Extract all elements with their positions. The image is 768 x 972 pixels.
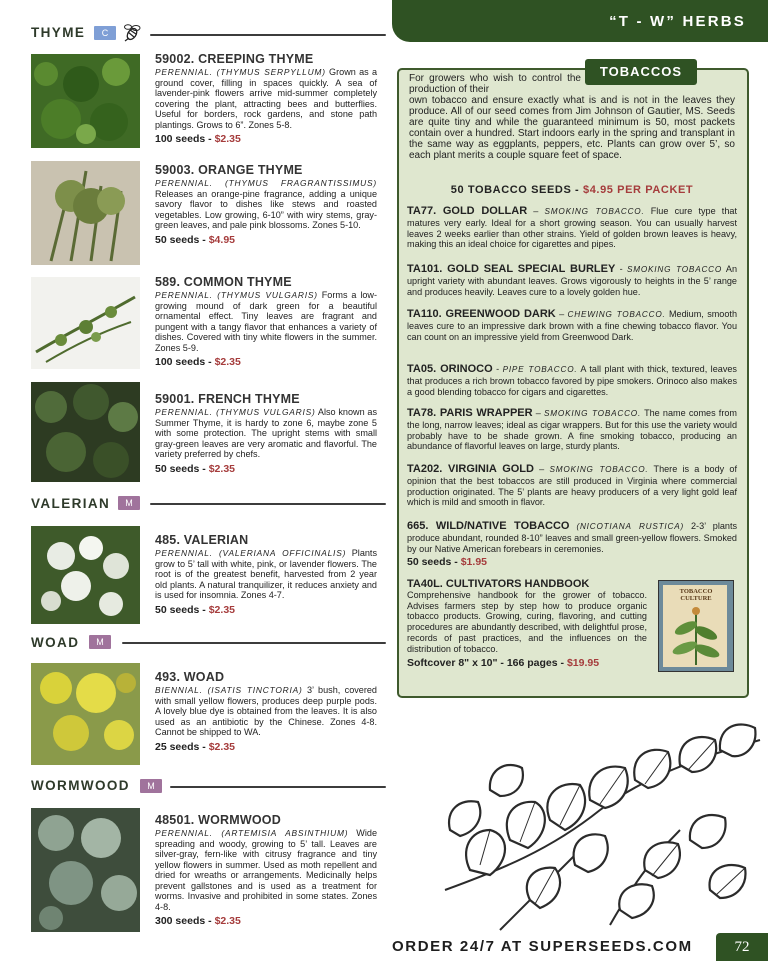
seed-quantity: 100 seeds [155,133,206,145]
plant-description: Wide spreading and woody, growing to 5’ tall. Leaves are silver-gray, fern-like with citrusy fragrance and tiny yellow flowers in summer. Used as moth repellent and dried for wreaths or arrangements. Medicinally helps prevent gallstones and is used as a treatment for worms. Invasive and prohibited in some states. Zones 4-8. [155,828,377,912]
plant-wormwood: 48501. WORMWOOD PERENNIAL. (ARTEMISIA ABSINTHIUM) Wide spreading and woody, growing to 5’ tall. Leaves are silver-gray, fern-like with citrusy fragrance and tiny yellow flowers in summer. Used as moth repellent and dried for wreaths or arrangements. Medicinally helps prevent gallstones and is used as a treatment for worms. Invasive and prohibited in some states. Zones 4-8. 300 seeds - $2.35 [155,813,377,927]
price: $2.35 [214,356,241,368]
plant-description: Grown as a ground cover, filling in spaces quickly. A sea of lavender-pink flowers arrive mid-summer completely covering the plant, attracting bees and butterflies. Useful for borders, rock gardens, and stone path plantings. Grows to 6”. Zones 5-8. [155,67,378,130]
book-cover [658,580,734,672]
tobacco-item: TA77. GOLD DOLLAR – SMOKING TOBACCO. Flue cure type that matures very early. Ideal for a short growing season. You can usually harvest leaves 2 weeks earlier than other strains. Yield of golden brown leaves is heavy, making this an ideal choice for cigarettes and pipes. [407,205,737,250]
culinary-badge: C [94,26,116,40]
section-valerian-label: VALERIAN [31,496,111,511]
tobacco-type: SMOKING TOBACCO [626,265,723,274]
tobacco-item: TA202. VIRGINIA GOLD – SMOKING TOBACCO. There is a body of opinion that the best tobaccos are still produced in Virginia where commercial production originated. The 5’ plants are heavy producers of a very light gold leaf which is mild and smooth in flavor. [407,463,737,508]
common-thyme-photo [31,277,140,369]
plant-description: Plants grow to 5’ tall with white, pink, or lavender flowers. The root is of the greatest benefit, harvested from 2 year old plants. A natural tranquilizer, it reduces anxiety and is used for insomnia. Zones 4-7. [155,548,378,600]
price: $1.95 [460,556,487,569]
plant-orange-thyme: 59003. ORANGE THYME PERENNIAL. (THYMUS FRAGRANTISSIMUS) Releases an orange-pine fragrance, adding a unique savory flavor to dishes like stews and roasted vegetables. Low growing, 6-10” with wiry stems, gray-green leaves, and pale pink blossoms. Zones 5-10. 50 seeds - $4.95 [155,163,377,246]
cultivators-handbook: TA40L. CULTIVATORS HANDBOOK Comprehensive handbook for the grower of tobacco. Advises farmers step by step how to produce organic tobacco products. Growing, curing, flavoring, and cutting procedures are abundantly described, with delightful prose, records of past practices, and the influences on the distribution of tobacco. Softcover 8" x 10" - 166 pages - $19.95 [407,578,647,669]
section-woad-label: WOAD [31,635,80,650]
plant-valerian: 485. VALERIAN PERENNIAL. (VALERIANA OFFICINALIS) Plants grow to 5’ tall with white, pink, or lavender flowers. The root is of the greatest benefit, harvested from 2 year old plants. A natural tranquilizer, it reduces anxiety and is used for insomnia. Zones 4-7. 50 seeds - $2.35 [155,533,378,616]
tobacco-title: TA110. GREENWOOD DARK [407,308,556,320]
tobacco-description: Medium, smooth leaves cure to an impressive dark brown with a fine chewing tobacco flavor. You can count on an impressive yield from Greenwood Dark. [407,309,738,342]
intro-lead: For growers who wish to control the production of their [409,73,581,95]
woad-photo [31,663,140,765]
seed-quantity: 100 seeds [155,356,206,368]
plant-description: Also known as Summer Thyme, it is hardy to zone 6, maybe zone 5 with some protection. The upright stems with small gray-green leaves are very aromatic and flavorful. The variety preferred by chefs. [155,407,377,459]
latin-name: BIENNIAL. (ISATIS TINCTORIA) [155,685,303,695]
tobacco-type: SMOKING TOBACCO. [549,465,649,474]
packet-price-line: 50 TOBACCO SEEDS - $4.95 PER PACKET [450,184,694,196]
tobacco-badge: TOBACCOS [585,59,697,85]
tobacco-description: A tall plant with thick, textured, leaves that produces a rich brown tobacco favored by pipe smokers. Orinoco also makes a good blending tobacco for cigars and cigarettes. [407,364,737,397]
section-thyme-label: THYME [31,25,86,40]
wormwood-photo [31,808,140,932]
plant-description: Forms a low-growing mound of dark green for a beautiful ornamental effect. Tiny leaves are fragrant and pungent with a tangy flavor that enhances a variety of dishes. Covered with tiny white flowers in the summer. Zones 5-9. [155,290,378,353]
plant-woad: 493. WOAD BIENNIAL. (ISATIS TINCTORIA) 3’ bush, covered with small yellow flowers, produces deep purple pods. A lovely blue dye is obtained from the leaves. It is also used as an antibiotic by the Chinese. Zones 4-8. Cannot be shipped to WA. 25 seeds - $2.35 [155,670,377,753]
book-title: TA40L. CULTIVATORS HANDBOOK [407,578,590,590]
valerian-photo [31,526,140,624]
latin-name: (NICOTIANA RUSTICA) [576,522,685,531]
tobacco-title: TA77. GOLD DOLLAR [407,205,528,217]
latin-name: PERENNIAL. (THYMUS FRAGRANTISSIMUS) [155,178,377,188]
plant-title: 493. WOAD [155,670,225,684]
seed-quantity: 50 seeds [155,233,200,246]
page-number: 72 [716,933,768,961]
section-divider [150,503,386,505]
book-format: Softcover 8" x 10" - 166 pages [407,656,558,669]
price: $4.95 [208,233,235,246]
tobacco-type: SMOKING TOBACCO. [544,207,645,216]
medicinal-badge: M [140,779,162,793]
plant-title: 485. VALERIAN [155,533,249,547]
tobacco-type: CHEWING TOBACCO. [567,310,666,319]
tobacco-description: 2-3’ plants produce abundant, rounded 8-10” leaves and small green-yellow flowers. Smoked by our Native American forebears in ceremonies. [407,521,738,554]
section-divider [150,34,386,36]
latin-name: PERENNIAL. (THYMUS VULGARIS) [155,290,318,300]
order-online-banner: ORDER 24/7 AT SUPERSEEDS.COM [392,938,693,955]
latin-name: PERENNIAL. (ARTEMISIA ABSINTHIUM) [155,828,349,838]
plant-title: 59003. ORANGE THYME [155,163,303,177]
price: $2.35 [214,915,241,927]
latin-name: PERENNIAL. (THYMUS VULGARIS) [155,407,316,417]
tobacco-item: TA110. GREENWOOD DARK – CHEWING TOBACCO. Medium, smooth leaves cure to an impressive dark brown with a fine chewing tobacco flavor. You can count on an impressive yield from Greenwood Dark. [407,308,738,342]
book-cover-title: TOBACCO CULTURE [679,588,713,602]
medicinal-badge: M [118,496,140,510]
seed-quantity: 50 seeds [155,603,200,616]
tobacco-title: 665. WILD/NATIVE TOBACCO [407,520,570,532]
plant-title: 59002. CREEPING THYME [155,52,314,66]
tobacco-description: There is a body of opinion that the best tobaccos are still produced in Virginia where commercial production originated. The 5’ plants are heavy producers of a very light gold leaf which is mild and smooth in flavor. [407,464,737,508]
plant-title: 48501. WORMWOOD [155,813,281,827]
tobacco-title: TA05. ORINOCO [407,363,493,375]
section-divider [170,786,386,788]
plant-french-thyme: 59001. FRENCH THYME PERENNIAL. (THYMUS VULGARIS) Also known as Summer Thyme, it is hardy to zone 6, maybe zone 5 with some protection. The upright stems with small gray-green leaves are very aromatic and flavorful. The variety preferred by chefs. 50 seeds - $2.35 [155,392,377,475]
seed-quantity: 300 seeds [155,915,206,927]
plant-common-thyme: 589. COMMON THYME PERENNIAL. (THYMUS VULGARIS) Forms a low-growing mound of dark green for a beautiful ornamental effect. Tiny leaves are fragrant and pungent with a tangy flavor that enhances a variety of dishes. Covered with tiny white flowers in the summer. Zones 5-9. 100 seeds - $2.35 [155,275,378,368]
seed-quantity: 50 seeds [155,462,200,475]
seed-quantity: 25 seeds [155,740,200,753]
tobacco-title: TA202. VIRGINIA GOLD [407,463,534,475]
price: $2.35 [208,603,235,616]
tobacco-item: TA05. ORINOCO - PIPE TOBACCO. A tall plant with thick, textured, leaves that produces a rich brown tobacco favored by pipe smokers. Orinoco also makes a good blending tobacco for cigars and cigarettes. [407,363,737,397]
tobacco-intro [409,73,735,161]
book-description: Comprehensive handbook for the grower of tobacco. Advises farmers step by step how to produce organic tobacco products. Growing, curing, flavoring, and cutting procedures are abundantly described, with delightful prose, records of past practices, and the influences on the distribution of tobacco. [407,589,647,654]
tobacco-plant-illustration [671,603,721,665]
packet-label: 50 TOBACCO SEEDS [450,184,572,196]
price: $2.35 [208,462,235,475]
tobacco-leaf-illustration [440,700,768,932]
tobacco-description: The name comes from the long, narrow leaves; ideal as cigar wrappers. But for this use the variety would probably have to be shade grown. A fine smoking tobacco, producing an abundance of flavorful leaves on large, sturdy plants. [407,408,737,452]
packet-price: $4.95 PER PACKET [582,184,694,196]
price: $2.35 [208,740,235,753]
plant-title: 589. COMMON THYME [155,275,292,289]
intro-text: own tobacco and ensure exactly what is and is not in the leaves they produce. All of our seed comes from Jim Johnson of Gautier, MS. Seeds are quite tiny and while the guaranteed minimum is 50, most packets contain over a hundred. Start indoors early in the spring and transplant in the same way as eggplants, peppers, etc. Plants can grow over 5’, so each plant merits a couple square feet of space. [409,95,735,161]
wild-tobacco: 665. WILD/NATIVE TOBACCO (NICOTIANA RUSTICA) 2-3’ plants produce abundant, rounded 8-10” leaves and small green-yellow flowers. Smoked by our Native American forebears in ceremonies. 50 seeds - $1.95 [407,520,738,569]
tobacco-description: Flue cure type that matures very early. Ideal for a short growing season. You can usually harvest leaves 2 weeks earlier than other strains. Yield of golden brown leaves is heavy, making this an ideal choice for cigarettes and pipes. [407,206,737,250]
creeping-thyme-photo [31,54,140,148]
medicinal-badge: M [89,635,111,649]
tobacco-item: TA101. GOLD SEAL SPECIAL BURLEY - SMOKING TOBACCO An upright variety with abundant leaves. Grows vigorously to heights in the 5’ range and produces heavily. Leaves cure to a lovely golden hue. [407,263,737,297]
plant-creeping-thyme: 59002. CREEPING THYME PERENNIAL. (THYMUS SERPYLLUM) Grown as a ground cover, filling in spaces quickly. A sea of lavender-pink flowers arrive mid-summer completely covering the plant, attracting bees and butterflies. Useful for borders, rock gardens, and stone path plantings. Grows to 6”. Zones 5-8. 100 seeds - $2.35 [155,52,378,145]
orange-thyme-photo [31,161,140,265]
tobacco-type: SMOKING TOBACCO. [544,409,642,418]
tobacco-description: An upright variety with abundant leaves. Grows vigorously to heights in the 5’ range and produces heavily. Leaves cure to a lovely golden hue. [407,264,737,297]
french-thyme-photo [31,382,140,482]
plant-description: Releases an orange-pine fragrance, adding a unique savory flavor to dishes like stews and roasted vegetables. Low growing, 6-10” with wiry stems, gray-green leaves, and pale pink blossoms. Zones 5-10. [155,188,377,230]
seed-quantity: 50 seeds [407,556,452,569]
plant-description: 3’ bush, covered with small yellow flowers, produces deep purple pods. A lovely blue dye is obtained from the leaves. It is also used as an antibiotic by the Chinese. Zones 4-8. Cannot be shipped to WA. [155,685,377,737]
latin-name: PERENNIAL. (VALERIANA OFFICINALIS) [155,548,347,558]
price: $2.35 [214,133,241,145]
tobacco-type: PIPE TOBACCO. [502,365,578,374]
page-header-title: “T - W” HERBS [609,13,746,30]
bee-icon [121,22,143,44]
tobacco-title: TA101. GOLD SEAL SPECIAL BURLEY [407,263,616,275]
price: $19.95 [566,656,600,669]
tobacco-item: TA78. PARIS WRAPPER – SMOKING TOBACCO. The name comes from the long, narrow leaves; ideal as cigar wrappers. But for this use the variety would probably have to be shade grown. A fine smoking tobacco, producing an abundance of flavorful leaves on large, sturdy plants. [407,407,737,452]
tobacco-title: TA78. PARIS WRAPPER [407,407,533,419]
section-divider [122,642,386,644]
section-wormwood-label: WORMWOOD [31,778,130,793]
header-tab [392,0,768,42]
plant-title: 59001. FRENCH THYME [155,392,300,406]
latin-name: PERENNIAL. (THYMUS SERPYLLUM) [155,67,326,77]
